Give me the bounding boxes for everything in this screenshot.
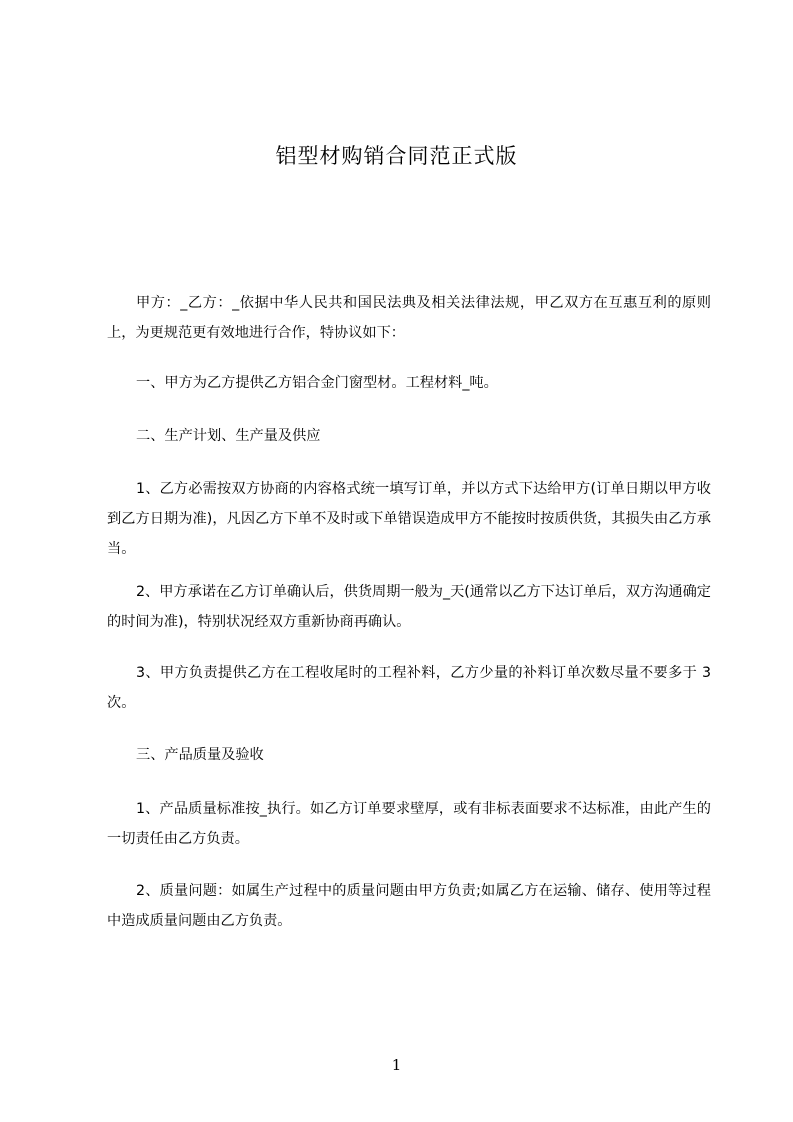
- document-title: 铝型材购销合同范正式版: [275, 144, 518, 168]
- paragraph-section-3-item-1: 1、产品质量标准按_执行。如乙方订单要求壁厚，或有非标表面要求不达标准，由此产生的一切责任由乙方负责。: [107, 801, 711, 847]
- paragraph-clause-1: 一、甲方为乙方提供乙方铝合金门窗型材。工程材料_吨。: [136, 375, 498, 391]
- paragraph-parties: 甲方：_乙方：_依据中华人民共和国民法典及相关法律法规，甲乙双方在互惠互利的原则上，为更规范更有效地进行合作，特协议如下：: [107, 295, 711, 341]
- page-number: 1: [391, 1056, 402, 1074]
- paragraph-section-2-item-2: 2、甲方承诺在乙方订单确认后，供货周期一般为_天(通常以乙方下达订单后，双方沟通确定的时间为准)，特别状况经双方重新协商再确认。: [107, 584, 711, 630]
- paragraph-section-2-heading: 二、生产计划、生产量及供应: [136, 428, 321, 444]
- paragraph-section-3-item-2: 2、质量问题：如属生产过程中的质量问题由甲方负责;如属乙方在运输、储存、使用等过程中造成质量问题由乙方负责。: [107, 883, 711, 929]
- paragraph-section-2-item-1: 1、乙方必需按双方协商的内容格式统一填写订单，并以方式下达给甲方(订单日期以甲方收到乙方日期为准)，凡因乙方下单不及时或下单错误造成甲方不能按时按质供货，其损失由乙方承当。: [107, 481, 711, 557]
- paragraph-section-2-item-3: 3、甲方负责提供乙方在工程收尾时的工程补料，乙方少量的补料订单次数尽量不要多于 3 次。: [107, 665, 711, 711]
- paragraph-section-3-heading: 三、产品质量及验收: [136, 747, 264, 763]
